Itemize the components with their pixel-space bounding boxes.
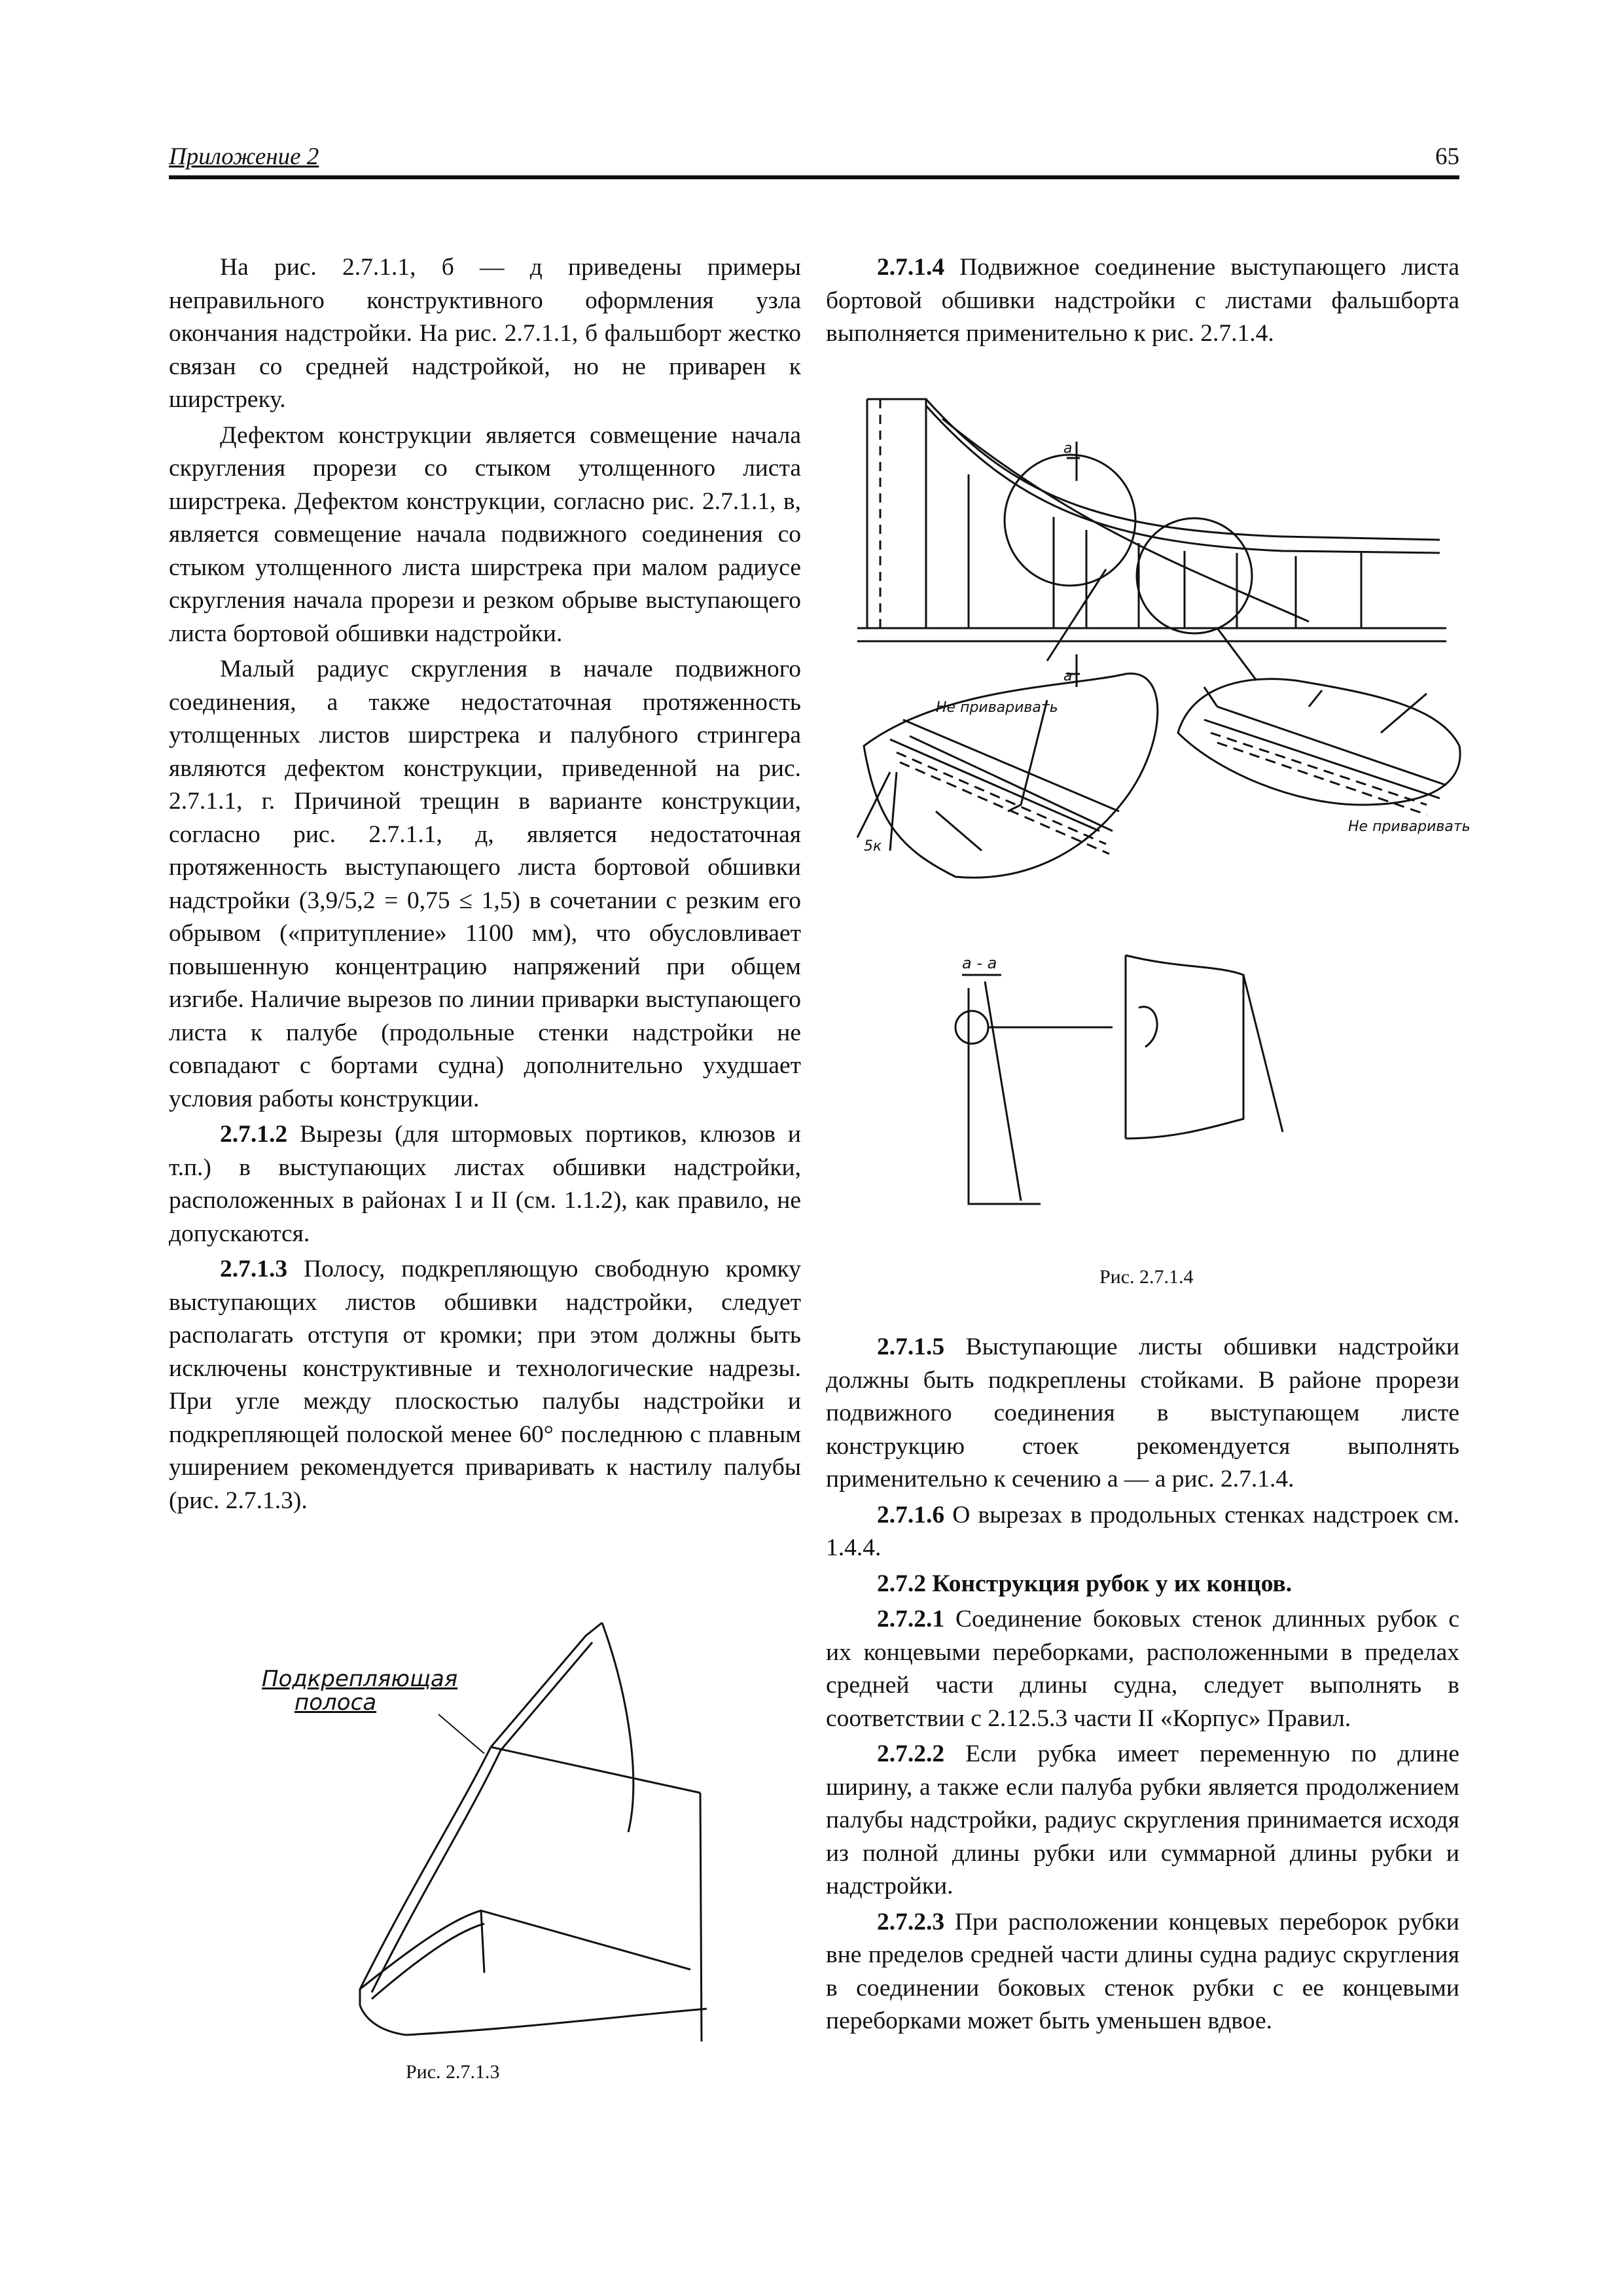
paragraph [826, 1906, 1459, 2038]
paragraph [826, 251, 1459, 351]
figure-2-7-1-3-drawing [262, 1597, 733, 2041]
clause-number: 2.7.1.3 [220, 1256, 288, 1282]
page-number: 65 [1435, 143, 1459, 170]
paragraph [826, 1603, 1459, 1735]
right-column-bottom [826, 1331, 1459, 2041]
figure-2-7-1-4 [851, 380, 1479, 1263]
note-left: Не приваривать [936, 699, 1058, 716]
clause-text: Выступающие листы обшивки надстройки должны быть подкреплены стойками. В районе прорези подвижного соединения в выступающем листе конструкцию стоек рекомендуется выполнять применительно к сечению а — а рис. 2.7.1.4. [826, 1333, 1460, 1492]
clause-number: 2.7.1.5 [877, 1333, 945, 1360]
clause-number: 2.7.1.4 [877, 254, 945, 281]
figure-2-7-1-3 [262, 1597, 733, 2041]
paragraph: Малый радиус скругления в начале подвижного соединения, а также недостаточная протяженность утолщенных листов ширстрека и палубного стрингера являются дефектом конструкции, приведенной на рис. 2.7.1.1, г. Причиной трещин в варианте конструкции, согласно рис. 2.7.1.1, д, является недостаточная протяженность выступающего листа бортовой обшивки надстройки (3,9/5,2 = 0,75 ≤ 1,5) в сочетании с резким его обрывом («притупление» 1100 мм), что обусловливает повышенную концентрацию напряжений при общем изгибе. Наличие вырезов по линии приварки выступающего листа к палубе (продольные стенки надстройки не совпадают с бортами судна) дополнительно ухудшает условия работы конструкции. [169, 656, 801, 1112]
clause-number: 2.7.2.3 [877, 1908, 945, 1935]
section-label: а - а [962, 954, 997, 972]
header-rule [169, 175, 1459, 179]
section-mark-bottom: а [1063, 668, 1073, 684]
section-heading-text: 2.7.2 Конструкция рубок у их концов. [877, 1570, 1293, 1597]
clause-text: Если рубка имеет переменную по длине ширину, а также если палуба рубки является продолжением палубы надстройки, радиус скругления принимается исходя из полной длины рубки или суммарной длины рубки и надстройки. [826, 1740, 1459, 1899]
strip-label-line2: полоса [294, 1689, 377, 1716]
strip-label-line1: Подкрепляющая [262, 1666, 458, 1692]
clause-text: Соединение боковых стенок длинных рубок с их концевыми переборками, расположенными в пределах средней части длины судна, следует выполнять в соответствии с 2.12.5.3 части II «Корпус» Правил. [826, 1606, 1460, 1732]
figure-2-7-1-3-caption: Рис. 2.7.1.3 [406, 2061, 500, 2083]
right-column-top [826, 251, 1459, 353]
strip-label [262, 1667, 457, 1714]
clause-text: Вырезы (для штормовых портиков, клюзов и т.п.) в выступающих листах обшивки надстройки, расположенных в районах I и II (см. 1.1.2), как правило, не допускаются. [169, 1121, 801, 1247]
clause-number: 2.7.2.2 [877, 1740, 945, 1767]
clause-number: 2.7.1.2 [220, 1121, 288, 1148]
weld-mark: 5к [864, 838, 882, 855]
clause-text: При расположении концевых переборок рубки вне пределов средней части длины судна радиус скругления в соединении боковых стенок рубки с ее концевыми переборками может быть уменьшен вдвое. [826, 1908, 1460, 2034]
figure-2-7-1-4-caption: Рис. 2.7.1.4 [1099, 1266, 1194, 1288]
left-column [169, 251, 801, 1520]
paragraph [826, 1738, 1459, 1903]
paragraph [826, 1499, 1459, 1565]
section-mark-top: а [1063, 440, 1073, 457]
section-heading [826, 1568, 1459, 1601]
figure-2-7-1-4-drawing [851, 380, 1479, 1263]
clause-text: О вырезах в продольных стенках надстроек см. 1.4.4. [826, 1501, 1460, 1561]
note-right: Не приваривать [1348, 819, 1471, 835]
running-header-section: Приложение 2 [169, 143, 319, 170]
clause-number: 2.7.1.6 [877, 1501, 945, 1528]
paragraph [826, 1331, 1459, 1496]
paragraph [169, 1253, 801, 1517]
paragraph: Дефектом конструкции является совмещение начала скругления прорези со стыком утолщенного листа ширстрека. Дефектом конструкции, согласно рис. 2.7.1.1, в, является совмещение начала подвижного соединения со стыком утолщенного листа ширстрека при малом радиусе скругления начала прорези и резком обрыве выступающего листа бортовой обшивки надстройки. [169, 421, 801, 647]
clause-text: Подвижное соединение выступающего листа бортовой обшивки надстройки с листами фальшборта выполняется применительно к рис. 2.7.1.4. [826, 254, 1459, 347]
paragraph [169, 1118, 801, 1250]
paragraph: На рис. 2.7.1.1, б — д приведены примеры неправильного конструктивного оформления узла окончания надстройки. На рис. 2.7.1.1, б фальшборт жестко связан со средней надстройкой, но не приварен к ширстреку. [169, 254, 801, 413]
clause-number: 2.7.2.1 [877, 1606, 945, 1633]
clause-text: Полосу, подкрепляющую свободную кромку выступающих листов обшивки надстройки, следует располагать отступя от кромки; при этом должны быть исключены конструктивные и технологические надрезы. При угле между плоскостью палубы надстройки и подкрепляющей полоской менее 60° последнюю с плавным уширением рекомендуется приваривать к настилу палубы (рис. 2.7.1.3). [169, 1256, 801, 1514]
